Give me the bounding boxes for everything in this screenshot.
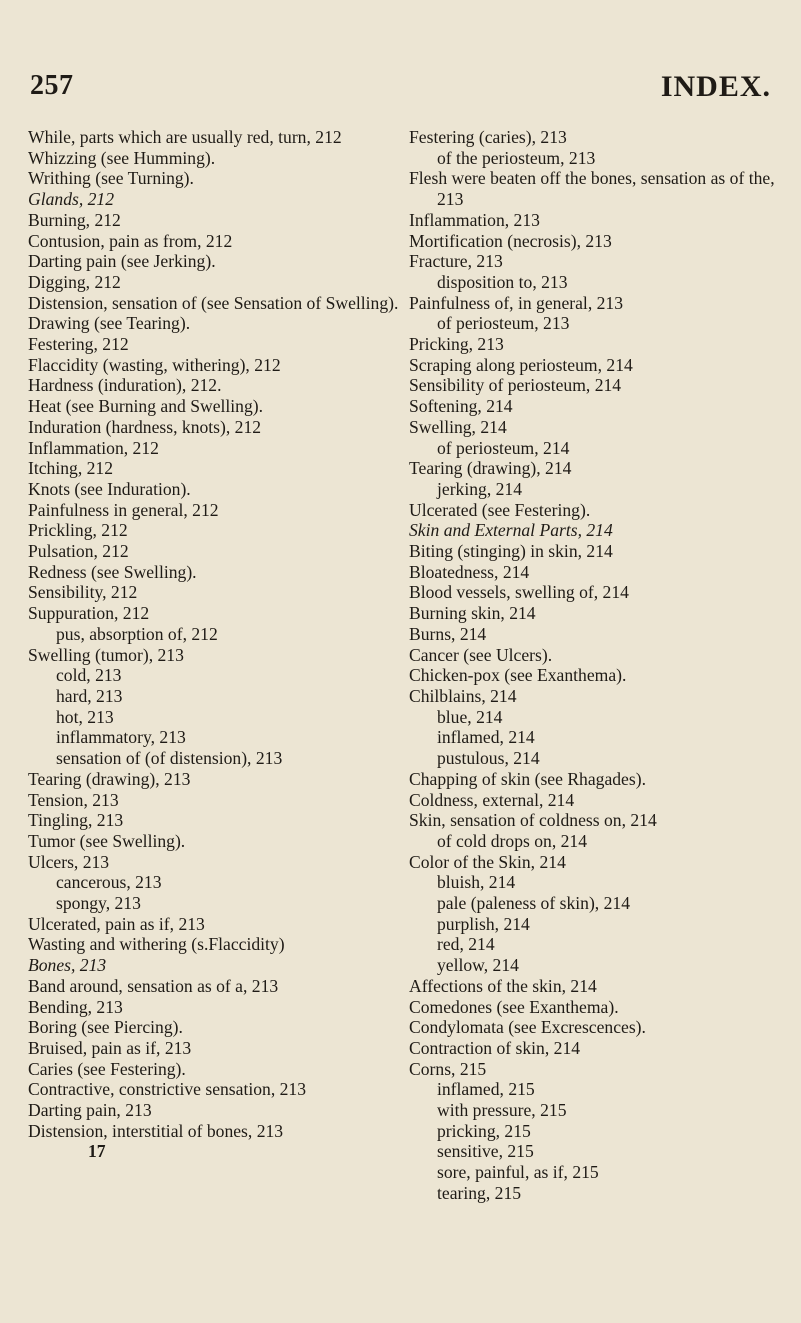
- index-entry: Bending, 213: [28, 996, 123, 1017]
- signature-mark: 17: [88, 1141, 106, 1162]
- index-entry: Caries (see Festering).: [28, 1058, 186, 1079]
- index-entry: Burns, 214: [409, 623, 487, 644]
- index-subentry: with pressure, 215: [437, 1100, 567, 1121]
- index-entry: Pulsation, 212: [28, 541, 129, 562]
- index-subentry: inflamed, 215: [437, 1079, 535, 1100]
- index-entry: Pricking, 213: [409, 334, 504, 355]
- index-subentry: of cold drops on, 214: [437, 830, 588, 851]
- index-entry: Burning, 212: [28, 209, 121, 230]
- index-subentry: of periosteum, 214: [437, 437, 570, 458]
- index-entry: Coldness, external, 214: [409, 789, 575, 810]
- page-header: [30, 70, 771, 110]
- index-entry: Knots (see Induration).: [28, 478, 191, 499]
- index-entry: Distension, sensation of (see Sensation of Swelling).: [28, 292, 399, 313]
- index-entry: Ulcerated (see Festering).: [409, 499, 591, 520]
- index-entry: Inflammation, 213: [409, 209, 540, 230]
- index-subentry: pus, absorption of, 212: [56, 623, 218, 644]
- index-subentry: yellow, 214: [437, 955, 519, 976]
- index-entry: Bruised, pain as if, 213: [28, 1037, 192, 1058]
- index-entry: Sensibility of periosteum, 214: [409, 375, 622, 396]
- index-entry: Redness (see Swelling).: [28, 561, 197, 582]
- index-section-heading: Glands, 212: [28, 189, 115, 210]
- index-entry: Contusion, pain as from, 212: [28, 230, 233, 251]
- index-entry: Cancer (see Ulcers).: [409, 644, 553, 665]
- index-subentry: hard, 213: [56, 685, 123, 706]
- page-number: 257: [30, 70, 74, 101]
- index-entry: Painfulness in general, 212: [28, 499, 219, 520]
- index-subentry: sensitive, 215: [437, 1141, 534, 1162]
- index-entry: Sensibility, 212: [28, 582, 138, 603]
- index-entry: Ulcerated, pain as if, 213: [28, 913, 205, 934]
- index-entry: Whizzing (see Humming).: [28, 147, 216, 168]
- index-entry: Skin, sensation of coldness on, 214: [409, 810, 657, 831]
- index-subentry: disposition to, 213: [437, 271, 568, 292]
- index-entry: Wasting and withering (s.Flaccidity): [28, 934, 285, 955]
- index-entry: Tension, 213: [28, 789, 119, 810]
- index-entry: Induration (hardness, knots), 212: [28, 416, 262, 437]
- index-entry: Boring (see Piercing).: [28, 1017, 183, 1038]
- index-subentry: blue, 214: [437, 706, 503, 727]
- index-subentry: pricking, 215: [437, 1120, 531, 1141]
- index-entry: While, parts which are usually red, turn, 212: [28, 127, 342, 147]
- index-entry: Biting (stinging) in skin, 214: [409, 541, 613, 562]
- index-entry: Chapping of skin (see Rhagades).: [409, 768, 646, 789]
- index-entry: Inflammation, 212: [28, 437, 159, 458]
- index-entry: Bloatedness, 214: [409, 561, 530, 582]
- index-section-heading: Bones, 213: [28, 955, 107, 976]
- index-entry: Contraction of skin, 214: [409, 1037, 581, 1058]
- index-entry: Drawing (see Tearing).: [28, 313, 191, 334]
- index-entry: Fracture, 213: [409, 251, 503, 272]
- index-entry: Suppuration, 212: [28, 603, 150, 624]
- index-entry: Chicken-pox (see Exanthema).: [409, 665, 627, 686]
- index-subentry: tearing, 215: [437, 1182, 522, 1203]
- index-subentry: cold, 213: [56, 665, 122, 686]
- index-entry: Swelling, 214: [409, 416, 507, 437]
- index-entry: Burning skin, 214: [409, 603, 536, 624]
- index-entry: Affections of the skin, 214: [409, 975, 597, 996]
- index-subentry: spongy, 213: [56, 893, 141, 914]
- index-entry: Darting pain, 213: [28, 1100, 152, 1121]
- index-entry: Tingling, 213: [28, 810, 124, 831]
- index-entry: Digging, 212: [28, 271, 121, 292]
- index-entry: Flaccidity (wasting, withering), 212: [28, 354, 281, 375]
- index-entry: Itching, 212: [28, 458, 114, 479]
- index-entry: Darting pain (see Jerking).: [28, 251, 216, 272]
- index-subentry: inflammatory, 213: [56, 727, 186, 748]
- index-subentry: hot, 213: [56, 706, 114, 727]
- index-entry: Blood vessels, swelling of, 214: [409, 582, 629, 603]
- index-subentry: bluish, 214: [437, 872, 516, 893]
- index-column-left: [28, 127, 400, 1162]
- index-subentry: pale (paleness of skin), 214: [437, 893, 630, 914]
- index-subentry: purplish, 214: [437, 913, 530, 934]
- index-subentry: pustulous, 214: [437, 748, 540, 769]
- index-entry: Festering (caries), 213: [409, 127, 567, 147]
- index-entry: Painfulness of, in general, 213: [409, 292, 624, 313]
- index-subentry: of the periosteum, 213: [437, 147, 596, 168]
- index-entry: Color of the Skin, 214: [409, 851, 566, 872]
- index-subentry: red, 214: [437, 934, 495, 955]
- index-entry: Band around, sensation as of a, 213: [28, 975, 279, 996]
- index-entry: Writhing (see Turning).: [28, 168, 194, 189]
- index-entry: Softening, 214: [409, 396, 513, 417]
- index-entry: Scraping along periosteum, 214: [409, 354, 633, 375]
- index-entry: Heat (see Burning and Swelling).: [28, 396, 264, 417]
- index-subentry: inflamed, 214: [437, 727, 535, 748]
- index-entry: Condylomata (see Excrescences).: [409, 1017, 646, 1038]
- index-entry: Distension, interstitial of bones, 213: [28, 1120, 284, 1141]
- running-head: INDEX.: [660, 70, 771, 103]
- index-subentry: of periosteum, 213: [437, 313, 570, 334]
- index-entry: Mortification (necrosis), 213: [409, 230, 612, 251]
- index-entry: Ulcers, 213: [28, 851, 110, 872]
- index-entry: Tearing (drawing), 213: [28, 768, 191, 789]
- index-column-right: [409, 127, 781, 1204]
- index-subentry: sensation of (of distension), 213: [56, 748, 283, 769]
- index-section-heading: Skin and External Parts, 214: [409, 520, 613, 541]
- index-subentry: cancerous, 213: [56, 872, 162, 893]
- index-entry: Chilblains, 214: [409, 685, 517, 706]
- index-entry: Swelling (tumor), 213: [28, 644, 184, 665]
- index-subentry: jerking, 214: [437, 478, 523, 499]
- index-entry: Hardness (induration), 212.: [28, 375, 222, 396]
- index-entry: Festering, 212: [28, 334, 129, 355]
- index-entry: Contractive, constrictive sensation, 213: [28, 1079, 307, 1100]
- index-entry: Tearing (drawing), 214: [409, 458, 572, 479]
- index-entry: Tumor (see Swelling).: [28, 830, 186, 851]
- index-subentry: sore, painful, as if, 215: [437, 1162, 599, 1183]
- index-entry: Comedones (see Exanthema).: [409, 996, 619, 1017]
- index-entry: Prickling, 212: [28, 520, 128, 541]
- index-entry: Flesh were beaten off the bones, sensation as of the, 213: [409, 168, 775, 210]
- index-entry: Corns, 215: [409, 1058, 487, 1079]
